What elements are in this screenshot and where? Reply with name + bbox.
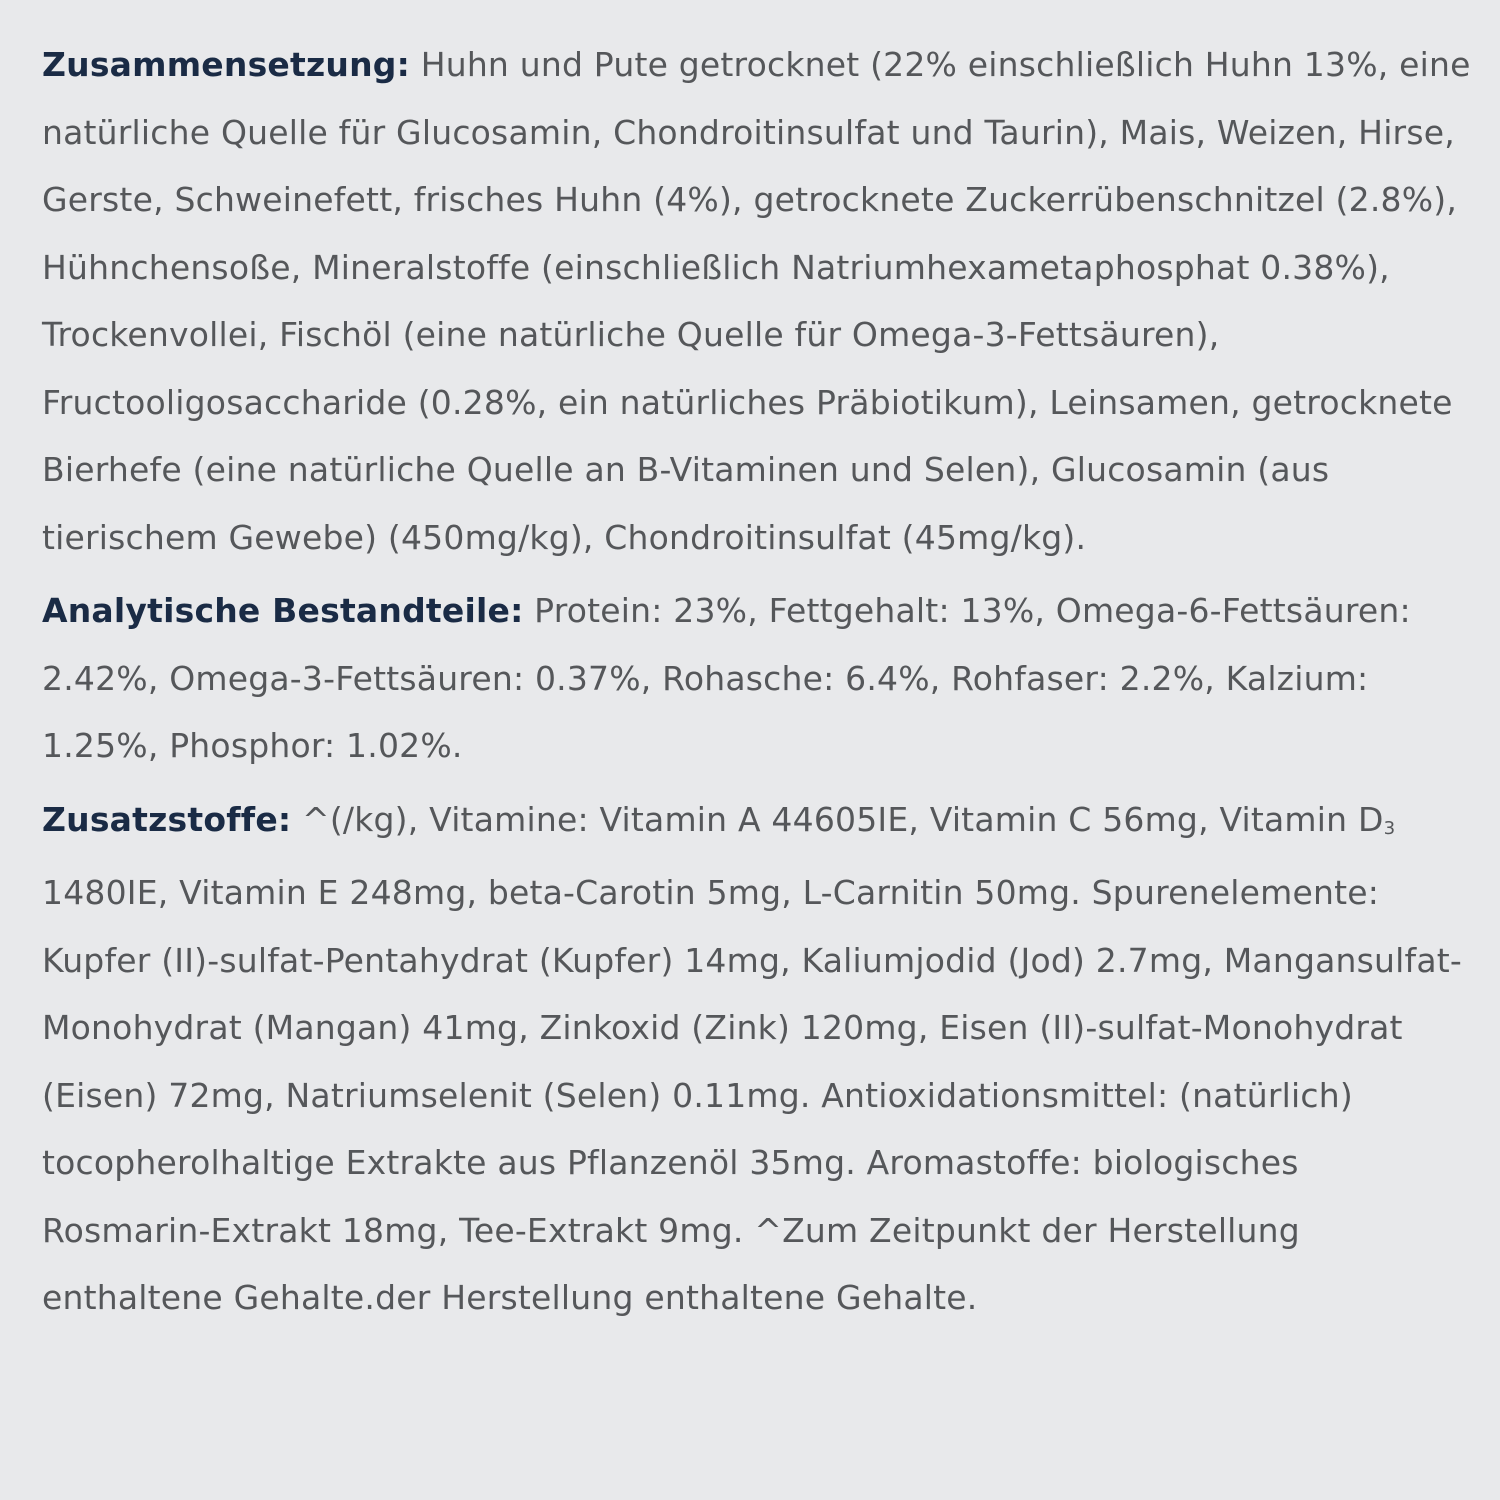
composition-text: Huhn und Pute getrocknet (22% einschließlich Huhn 13%, eine natürliche Quelle für Glucosamin, Chondroitinsulfat und Taurin), Mais, Weizen, Hirse, Gerste, Schweinefett, frisches Huhn (4%), getrocknete Zuckerrübenschnitzel (2.8%), Hühnchensoße, Mineralstoffe (einschließlich Natriumhexametaphosphat 0.38%), Trockenvollei, Fischöl (eine natürliche Quelle für Omega-3-Fettsäuren), Fructooligosaccharide (0.28%, ein natürliches Präbiotikum), Leinsamen, getrocknete Bierhefe (eine natürliche Quelle an B-Vitaminen und Selen), Glucosamin (aus tierischem Gewebe) (450mg/kg), Chondroitinsulfat (45mg/kg). <box>42 45 1471 557</box>
additives-section <box>42 786 1472 1332</box>
additives-label: Zusatzstoffe: <box>42 799 292 839</box>
analytical-label: Analytische Bestandteile: <box>42 591 524 630</box>
composition-label: Zusammensetzung: <box>42 45 410 84</box>
vitamin-d-subscript: 3 <box>1383 818 1396 840</box>
ingredients-document <box>42 31 1472 1338</box>
additives-text-part-1: ^(/kg), Vitamine: Vitamin A 44605IE, Vitamin C 56mg, Vitamin D <box>291 799 1384 839</box>
composition-section <box>42 31 1472 571</box>
analytical-section <box>42 577 1472 780</box>
analytical-text: Protein: 23%, Fettgehalt: 13%, Omega-6-Fettsäuren: 2.42%, Omega-3-Fettsäuren: 0.37%, Rohasche: 6.4%, Rohfaser: 2.2%, Kalzium: 1.25%, Phosphor: 1.02%. <box>42 591 1411 765</box>
additives-text-part-2: 1480IE, Vitamin E 248mg, beta-Carotin 5mg, L-Carnitin 50mg. Spurenelemente: Kupfer (II)-sulfat-Pentahydrat (Kupfer) 14mg, Kaliumjodid (Jod) 2.7mg, Mangansulfat-Monohydrat (Mangan) 41mg, Zinkoxid (Zink) 120mg, Eisen (II)-sulfat-Monohydrat (Eisen) 72mg, Natriumselenit (Selen) 0.11mg. Antioxidationsmittel: (natürlich) tocopherolhaltige Extrakte aus Pflanzenöl 35mg. Aromastoffe: biologisches Rosmarin-Extrakt 18mg, Tee-Extrakt 9mg. ^Zum Zeitpunkt der Herstellung enthaltene Gehalte.der Herstellung enthaltene Gehalte. <box>42 873 1462 1317</box>
